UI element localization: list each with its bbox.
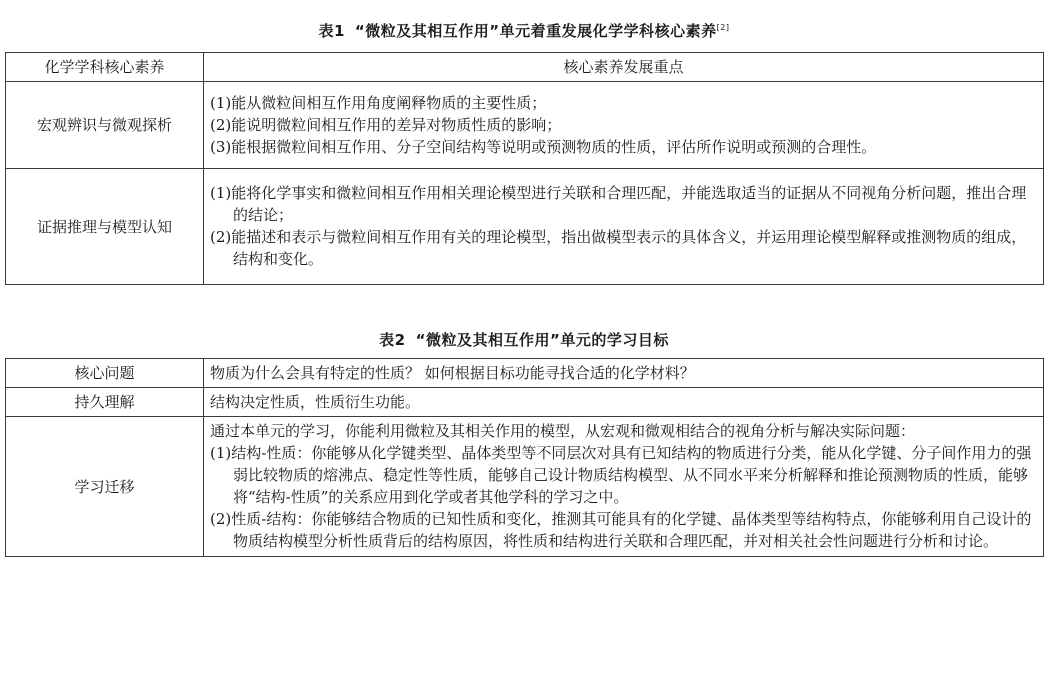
list-item: (1)结构-性质：你能够从化学键类型、晶体类型等不同层次对具有已知结构的物质进行分类，能从化学键、分子间作用力的强弱比较物质的熔沸点、稳定性等性质，能够自己设计物质结构模型、从不同水平来分析解释和推论预测物质的性质，能够将“结构-性质”的关系应用到化学或者其他学科的学习之中。 [210, 444, 1032, 506]
table2-caption-number: 表2 [379, 331, 406, 349]
list-item: (1)能将化学事实和微粒间相互作用相关理论模型进行关联和合理匹配，并能选取适当的证据从不同视角分析问题，推出合理的结论； [210, 184, 1027, 224]
table1-header-focus: 核心素养发展重点 [204, 53, 1044, 82]
table1-caption-number: 表1 [318, 22, 345, 40]
list-item: (1)能从微粒间相互作用角度阐释物质的主要性质； [210, 93, 547, 112]
table2-row2-label: 持久理解 [6, 388, 204, 417]
table2-row1-label: 核心问题 [6, 359, 204, 388]
table1-row1-content [204, 82, 1044, 169]
table1-row2-content [204, 169, 1044, 285]
table2-row3-label: 学习迁移 [6, 417, 204, 557]
table2-row1-content: 物质为什么会具有特定的性质？ 如何根据目标功能寻找合适的化学材料？ [204, 359, 1044, 388]
table1-header-literacy: 化学学科核心素养 [6, 53, 204, 82]
list-item: (3)能根据微粒间相互作用、分子空间结构等说明或预测物质的性质，评估所作说明或预测的合理性。 [210, 137, 877, 156]
table1-row2-label: 证据推理与模型认知 [6, 169, 204, 285]
core-literacy-table [5, 52, 1044, 285]
table1-header-row [6, 53, 1044, 82]
table2-row3-content [204, 417, 1044, 557]
table2-caption-title: “微粒及其相互作用”单元的学习目标 [415, 331, 669, 349]
table1-row1-label: 宏观辨识与微观探析 [6, 82, 204, 169]
table2-caption [0, 330, 1048, 350]
list-item: (2)能说明微粒间相互作用的差异对物质性质的影响； [210, 115, 562, 134]
table-row [6, 359, 1044, 388]
learning-goals-table [5, 358, 1044, 557]
table1-caption [0, 21, 1048, 41]
table-row [6, 417, 1044, 557]
table2-row2-content: 结构决定性质，性质衍生功能。 [204, 388, 1044, 417]
table1-caption-title: “微粒及其相互作用”单元着重发展化学学科核心素养 [354, 22, 717, 40]
table-row [6, 169, 1044, 285]
table2-row3-intro: 通过本单元的学习，你能利用微粒及其相关作用的模型，从宏观和微观相结合的视角分析与解决实际问题： [210, 422, 916, 440]
table1-caption-reference: [2] [716, 23, 730, 32]
list-item: (2)性质-结构：你能够结合物质的已知性质和变化，推测其可能具有的化学键、晶体类型等结构特点，你能够利用自己设计的物质结构模型分析性质背后的结构原因，将性质和结构进行关联和合理匹配，并对相关社会性问题进行分析和讨论。 [210, 510, 1032, 550]
table-row [6, 82, 1044, 169]
list-item: (2)能描述和表示与微粒间相互作用有关的理论模型，指出做模型表示的具体含义，并运用理论模型解释或推测物质的组成，结构和变化。 [210, 228, 1027, 268]
table-row [6, 388, 1044, 417]
